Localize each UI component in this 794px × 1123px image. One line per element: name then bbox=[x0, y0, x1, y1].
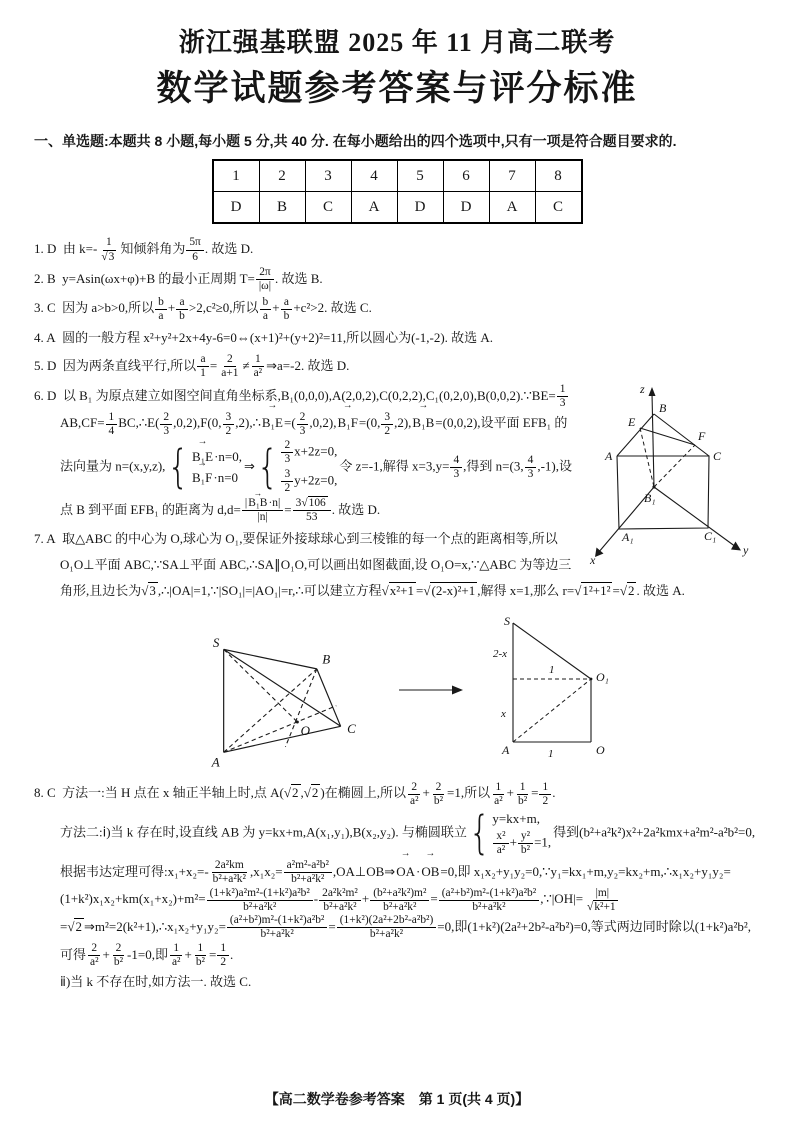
solution-paragraph: 2. B y=Asin(ωx+φ)+B 的最小正周期 T= $\frac{2\pi}{|\omega|}$ . 故选 B. bbox=[34, 266, 323, 293]
solution-label: 6. D bbox=[34, 387, 57, 403]
tetra-label-A: A bbox=[211, 754, 220, 770]
answer-number-cell: 5 bbox=[397, 160, 443, 192]
prism-figure bbox=[582, 379, 760, 575]
section-label-x: x bbox=[501, 708, 506, 721]
solution-paragraph: ⅱ)当 k 不存在时,如方法一. 故选 C. bbox=[60, 974, 252, 990]
solutions bbox=[34, 236, 760, 995]
prism-label-B: B bbox=[659, 400, 667, 415]
solution-paragraph: 1. D 由 k=- $\frac{1}{√3}$ 知倾斜角为 $\frac{5\pi}{6}$ . 故选 D. bbox=[34, 236, 254, 263]
prism-label-x: x bbox=[590, 552, 596, 567]
solution-label: 2. B bbox=[34, 270, 56, 286]
answer-number-cell: 3 bbox=[305, 160, 351, 192]
prism-label-A: A bbox=[605, 448, 613, 463]
solution-2 bbox=[34, 266, 760, 294]
solution-label: 5. D bbox=[34, 357, 57, 373]
answer-number-cell: 8 bbox=[535, 160, 582, 192]
section-label-2minusx: 2-x bbox=[493, 648, 508, 661]
answer-letter-cell: D bbox=[443, 192, 489, 224]
section-heading: 一、单选题:本题共 8 小题,每小题 5 分,共 40 分. 在每小题给出的四个选项中,只有一项是符合题目要求的. bbox=[34, 133, 677, 149]
answer-number-cell: 6 bbox=[443, 160, 489, 192]
solution-label: 8. C bbox=[34, 785, 56, 801]
solution-paragraph: 8. C 方法一:当 H 点在 x 轴正半轴上时,点 A(√2 ,√2 )在椭圆上,所以 $\frac{2}{\text{a²}}$ + $\frac{2}{\text{b²}}$ =1,所以 $\frac{1}{\text{a²}}$ + $\frac{1}{\text{b²}}$ = $\frac{1}{2}$ . bbox=[34, 780, 556, 807]
section-label-A: A bbox=[502, 743, 510, 758]
solution-1 bbox=[34, 236, 760, 264]
solution-label: 3. C bbox=[34, 300, 56, 316]
prism-label-C: C bbox=[713, 448, 722, 463]
prism-label-B1: B₁ bbox=[644, 490, 656, 505]
page-subtitle: 数学试题参考答案与评分标准 bbox=[156, 69, 638, 108]
solution-label: 1. D bbox=[34, 241, 57, 256]
solution-5 bbox=[34, 353, 760, 381]
page-title: 浙江强基联盟 2025 年 11 月高二联考 bbox=[178, 28, 616, 57]
prism-label-F: F bbox=[698, 428, 706, 443]
answer-number-cell: 1 bbox=[213, 160, 260, 192]
section-label-O1: O₁ bbox=[596, 670, 609, 685]
section-label-mid-1: 1 bbox=[549, 664, 555, 677]
prism-label-A1: A₁ bbox=[622, 529, 634, 544]
page-footer: 【高二数学卷参考答案 第 1 页(共 4 页)】 bbox=[264, 1091, 530, 1107]
solution-label: 7. A bbox=[34, 531, 56, 547]
q7-figure-row bbox=[34, 606, 760, 774]
answer-letter-cell: A bbox=[351, 192, 397, 224]
solution-paragraph: 6. D 以 B₁ 为原点建立如图空间直角坐标系,B₁(0,0,0),A(2,0,2),C(0,2,2),C₁(0,2,0),B(0,0,2).∵BE= $\frac{1}{3}$ AB,CF= $\frac{1}{4}$ BC,∴E( $\frac{2}{3}$ ,0,2),F(0, $\frac{3}{2}$ ,2),∴→ B₁E=( $\frac{2}{3}$ ,0,2),→ B₁F=(0, $\frac{3}{2}$ ,2),→ B₁B=(0,0,2),设平面 EFB₁ 的法向量为 n=(x,y,z), { → B₁E·n=0, → B₁F·n=0 ⇒ { $\frac{2}{3}$ x+2z=0, $\frac{3}{2}$ y+2z=0, 令 z=-1,解得 x=3,y= $\frac{4}{3}$ ,得到 n=(3, $\frac{4}{3}$ ,-1),设点 B 到平面 EFB₁ 的距离为 d,d= $\frac{\text{|→ B₁B·n|}}{|n|}$ = $\frac{3√106}{53}$ . 故选 D. bbox=[34, 383, 760, 525]
answer-letter-cell: B bbox=[259, 192, 305, 224]
answer-number-cell: 4 bbox=[351, 160, 397, 192]
solution-8 bbox=[34, 780, 760, 995]
tetra-label-O: O bbox=[300, 723, 310, 739]
cross-section-figure bbox=[493, 615, 618, 765]
answer-letter-row bbox=[213, 192, 582, 224]
tetrahedron-figure bbox=[176, 606, 371, 774]
answer-number-cell: 2 bbox=[259, 160, 305, 192]
prism-label-y: y bbox=[743, 542, 749, 557]
answer-number-cell: 7 bbox=[489, 160, 535, 192]
answer-letter-cell: D bbox=[213, 192, 260, 224]
prism-label-C1: C₁ bbox=[704, 528, 717, 543]
solution-4 bbox=[34, 325, 760, 351]
answer-table bbox=[212, 159, 583, 224]
tetra-label-S: S bbox=[212, 635, 220, 651]
answer-letter-cell: C bbox=[305, 192, 351, 224]
solution-3 bbox=[34, 295, 760, 323]
solution-paragraph: 3. C 因为 a>b>0,所以 $\frac{b}{a}$ + $\frac{a}{b}$ >2,c²≥0,所以 $\frac{b}{a}$ + $\frac{a}{b}$ +c²>2. 故选 C. bbox=[34, 295, 372, 322]
answer-letter-cell: D bbox=[397, 192, 443, 224]
answer-number-row bbox=[213, 160, 582, 192]
section-label-O: O bbox=[596, 743, 605, 758]
section-label-base-1: 1 bbox=[548, 748, 554, 761]
answer-letter-cell: A bbox=[489, 192, 535, 224]
solution-paragraph: 5. D 因为两条直线平行,所以 $\frac{a}{1}$ = $\frac{2}{a+1}$ ≠ $\frac{1}{\text{a²}}$ ⇒a=-2. 故选 D. bbox=[34, 353, 350, 380]
tetra-label-C: C bbox=[347, 720, 356, 736]
prism-label-E: E bbox=[628, 414, 636, 429]
solution-paragraph: 方法二:ⅰ)当 k 存在时,设直线 AB 为 y=kx+m,A(x₁,y₁),B(x₂,y₂). 与椭圆联立 { y=kx+m, $\frac{\text{x²}}{\text{a²}}$ + $\frac{\text{y²}}{\text{b²}}$ =1, 得到(b²+a²k²)x²+2a²kmx+a²m²-a²b²=0,根据韦达定理可得:x₁+x₂=- $\frac{\text{2a²km}}{\text{b²+a²k²}}$ ,x₁x₂= $\frac{\text{a²m²-a²b²}}{\text{b²+a²k²}}$ ,OA⊥OB⇒→ OA·→ OB=0,即 x₁x₂+y₁y₂=0,∵y₁=kx₁+m,y₂=kx₂+m,∴x₁x₂+y₁y₂=(1+k²)x₁x₂+km(x₁+x₂)+m²= $\frac{\text{(1+k²)a²m²-(1+k²)a²b²}}{\text{b²+a²k²}}$ - $\frac{\text{2a²k²m²}}{\text{b²+a²k²}}$ + $\frac{\text{(b²+a²k²)m²}}{\text{b²+a²k²}}$ = $\frac{\text{(a²+b²)m²-(1+k²)a²b²}}{\text{b²+a²k²}}$ ,∵|OH|= $\frac{|m|}{\text{√k²+1}}$ =√2 ⇒m²=2(k²+1),∴x₁x₂+y₁y₂= $\frac{\text{(a²+b²)m²-(1+k²)a²b²}}{\text{b²+a²k²}}$ = $\frac{\text{(1+k²)(2a²+2b²-a²b²)}}{\text{b²+a²k²}}$ =0,即(1+k²)(2a²+2b²-a²b²)=0,等式两边同时除以(1+k²)a²b²,可得 $\frac{2}{\text{a²}}$ + $\frac{2}{\text{b²}}$ -1=0,即 $\frac{1}{\text{a²}}$ + $\frac{1}{\text{b²}}$ = $\frac{1}{2}$ . bbox=[34, 808, 760, 969]
answer-letter-cell: C bbox=[535, 192, 582, 224]
arrow-icon bbox=[397, 680, 467, 700]
solution-paragraph: 4. A 圆的一般方程 x²+y²+2x+4y-6=0⇔(x+1)²+(y+2)²=11,所以圆心为(-1,-2). 故选 A. bbox=[34, 329, 494, 345]
solution-paragraph: 7. A 取△ABC 的中心为 O,球心为 O₁,要保证外接球球心到三棱锥的每一个点的距离相等,所以 O₁O⊥平面 ABC,∵SA⊥平面 ABC,∴SA∥O₁O,可以画出如图截面,设 O₁O=x,∵△ABC 为等边三角形,且边长为√3 ,∴|OA|=1,∵|SO₁|=|AO₁|=r,∴可以建立方程√x²+1 =√(2-x)²+1 ,解得 x=1,那么 r=√1²+1² =√2 . 故选 A. bbox=[34, 531, 685, 599]
solution-label: 4. A bbox=[34, 329, 56, 345]
section-label-S: S bbox=[504, 615, 510, 629]
prism-label-z: z bbox=[640, 381, 645, 396]
tetra-label-B: B bbox=[322, 651, 331, 667]
